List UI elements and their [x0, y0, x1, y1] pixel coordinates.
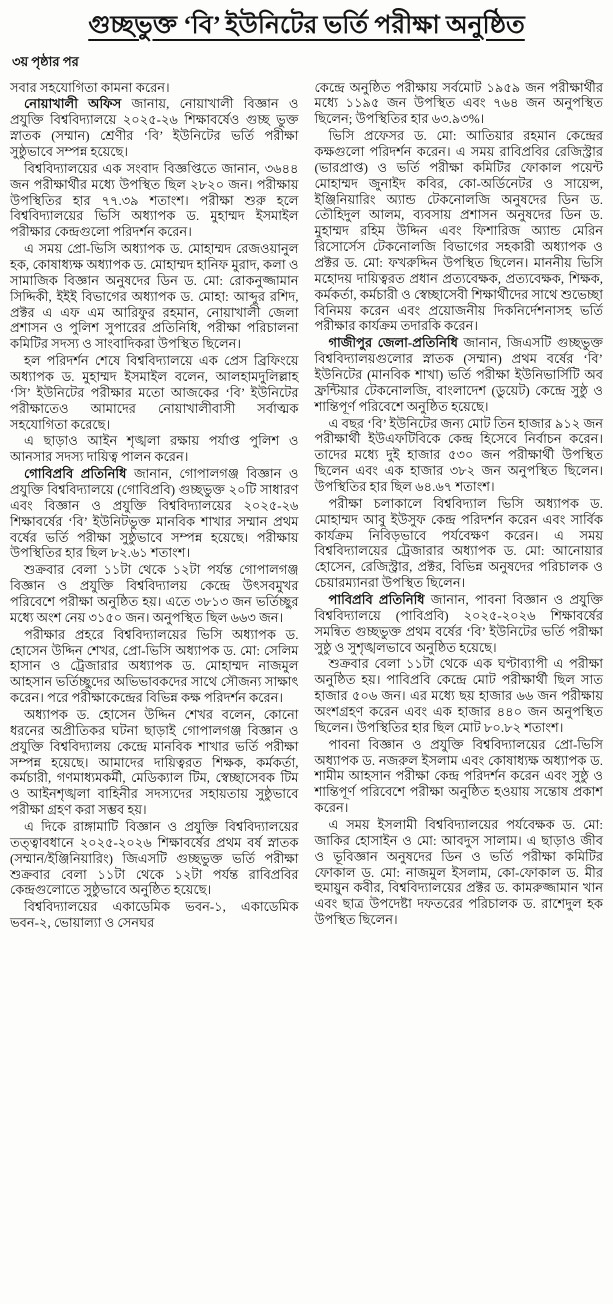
- paragraph: [315, 335, 604, 414]
- paragraph: [10, 80, 299, 96]
- paragraph-text: সবার সহযোগিতা কামনা করেন।: [10, 79, 170, 95]
- paragraph-text: এ দিকে রাঙ্গামাটি বিজ্ঞান ও প্রযুক্তি বিশ্ববিদ্যালয়ের তত্ত্বাবধানে ২০২৫-২০২৬ শিক্ষাবর্ষের প্রথম বর্ষ স্নাতক (সম্মান/ইঞ্জিনিয়ারিং) জিএসটি গুচ্ছভুক্ত ভর্তি পরীক্ষা শুক্রবার বেলা ১১টা থেকে ১২টা পর্যন্ত রাবিপ্রবির কেন্দ্রগুলোতে সুষ্ঠুভাবে অনুষ্ঠিত হয়েছে।: [10, 819, 299, 898]
- paragraph-text: হল পরিদর্শন শেষে বিশ্ববিদ্যালয়ে এক প্রেস ব্রিফিংয়ে অধ্যাপক ড. মুহাম্মদ ইসমাইল বলেন, আলহামদুলিল্লাহ ‘সি’ ইউনিটের পরীক্ষার মতো আজকের ‘বি’ ইউনিটের পরীক্ষাতেও আমাদের নোয়াখালীবাসী সর্বাত্মক সহযোগিতা করেছে।: [10, 353, 299, 432]
- paragraph-text: পরীক্ষার প্রহরে বিশ্ববিদ্যালয়ের ভিসি অধ্যাপক ড. হোসেন উদ্দিন শেখর, প্রো-ভিসি অধ্যাপক ড. মো: সেলিম হাসান ও ট্রেজারার অধ্যাপক ড. মোহাম্মদ নাজমুল আহসান ভর্তিচ্ছুদের অভিভাবকদের সাথে সৌজন্য সাক্ষাৎ করেন। পরে পরীক্ষাকেন্দ্রের বিভিন্ন কক্ষ পরিদর্শন করেন।: [10, 626, 299, 706]
- paragraph: [315, 592, 604, 655]
- paragraph: [10, 707, 299, 818]
- continuation-note: ৩য় পৃষ্ঠার পর: [12, 53, 79, 69]
- paragraph-text: জানায়, নোয়াখালী বিজ্ঞান ও প্রযুক্তি বিশ্ববিদ্যালয়ে ২০২৫-২৬ শিক্ষাবর্ষেও গুচ্ছ ভুক্ত স্নাতক (সম্মান) শ্রেণীর ‘বি’ ইউনিটের ভর্তি পরীক্ষা সুষ্ঠুভাবে সম্পন্ন হয়েছে।: [10, 96, 299, 159]
- dateline: গোবিপ্রবি প্রতিনিধি: [24, 466, 127, 482]
- article-title: গুচ্ছভুক্ত ‘বি’ ইউনিটের ভর্তি পরীক্ষা অনুষ্ঠিত: [88, 12, 525, 39]
- paragraph: [10, 899, 299, 931]
- paragraph-text: পাবনা বিজ্ঞান ও প্রযুক্তি বিশ্ববিদ্যালয়ের প্রো-ভিসি অধ্যাপক ড. নজরুল ইসলাম এবং কোষাধ্যক্ষ অধ্যাপক ড. শামীম আহসান পরীক্ষা কেন্দ্র পরিদর্শন করেন এবং সুষ্ঠু ও শান্তিপূর্ণ পরিবেশে পরীক্ষা অনুষ্ঠিত হওয়ায় সন্তোষ প্রকাশ করেন।: [314, 736, 603, 816]
- paragraph-text: জানান, গোপালগঞ্জ বিজ্ঞান ও প্রযুক্তি বিশ্ববিদ্যালয়ে (গোবিপ্রবি) গুচ্ছভুক্ত ২০টি সাধারণ এবং বিজ্ঞান ও প্রযুক্তি বিশ্ববিদ্যালয়ের ২০২৫-২৬ শিক্ষাবর্ষের ‘বি’ ইউনিটভুক্ত মানবিক শাখার সম্মান প্রথম বর্ষের ভর্তি পরীক্ষা সুষ্ঠুভাবে সম্পন্ন হয়েছে। পরীক্ষায় উপস্থিতির হার ছিল ৮২.৬১ শতাংশ।: [10, 466, 299, 561]
- paragraph-text: ভিসি প্রফেসর ড. মো: আতিয়ার রহমান কেন্দ্রের কক্ষগুলো পরিদর্শন করেন। এ সময় রাবিপ্রবির রেজিস্ট্রার (ভারপ্রাপ্ত) ও ভর্তি পরীক্ষা কমিটির ফোকাল পয়েন্ট মোহাম্মদ জুনাইদ কবির, কো-অর্ডিনেটর ও সায়েন্স, ইঞ্জিনিয়ারিং অ্যান্ড টেকনোলজি অনুষদের ডিন ড. তৌহিদুল আলম, ব্যবসায় প্রশাসন অনুষদের ডিন ড. মুহাম্মদ রহিম উদ্দিন এবং ফিশারিজ অ্যান্ড মেরিন রিসোর্সেস টেকনোলজি বিভাগের সহকারী অধ্যাপক ও প্রক্টর ড. মো: ফখরুদ্দিন উপস্থিত ছিলেন। মাননীয় ভিসি মহোদয় দায়িত্বরত প্রধান প্রত্যবেক্ষক, প্রত্যবেক্ষক, শিক্ষক, কর্মকর্তা, কর্মচারী ও স্বেচ্ছাসেবী শিক্ষার্থীদের সাথে শুভেচ্ছা বিনিময় করেন এবং প্রয়োজনীয় দিকনির্দেশনাসহ ভর্তি পরীক্ষার কার্যক্রম তদারকি করেন।: [314, 128, 603, 334]
- paragraph-text: শুক্রবার বেলা ১১টা থেকে ১২টা পর্যন্ত গোপালগঞ্জ বিজ্ঞান ও প্রযুক্তি বিশ্ববিদ্যালয় কেন্দ্রে উৎসবমুখর পরিবেশে পরীক্ষা অনুষ্ঠিত হয়। এতে ৩৮১৩ জন ভর্তিচ্ছুর মধ্যে অংশ নেয় ৩১৫০ জন। অনুপস্থিত ছিল ৬৬৩ জন।: [10, 562, 299, 625]
- paragraph-text: শুক্রবার বেলা ১১টা থেকে এক ঘণ্টাব্যাপী এ পরীক্ষা অনুষ্ঠিত হয়। পাবিপ্রবি কেন্দ্রে মোট পরীক্ষার্থী ছিল সাত হাজার ৫০৬ জন। এর মধ্যে ছয় হাজার ৬৬ জন পরীক্ষায় অংশগ্রহণ করেন এবং এক হাজার ৪৪০ জন অনুপস্থিত ছিলেন। উপস্থিতির হার ছিল মোট ৮০.৮২ শতাংশ।: [314, 656, 603, 735]
- paragraph: [315, 656, 604, 735]
- paragraph-text: এ ছাড়াও আইন শৃঙ্খলা রক্ষায় পর্যাপ্ত পুলিশ ও আনসার সদস্য দায়িত্ব পালন করেন।: [10, 433, 299, 465]
- dateline: নোয়াখালী অফিস: [24, 96, 122, 112]
- paragraph-text: পরীক্ষা চলাকালে বিশ্ববিদ্যাল ভিসি অধ্যাপক ড. মোহাম্মদ আবু ইউসুফ কেন্দ্র পরিদর্শন করেন এবং সার্বিক কার্যক্রম নিবিড়ভাবে পর্যবেক্ষণ করেন। এ সময় বিশ্ববিদ্যালয়ের ট্রেজারার অধ্যাপক ড. মো: আনোয়ার হোসেন, রেজিস্ট্রার, প্রক্টর, বিভিন্ন অনুষদের পরিচালক ও চেয়ারম্যানরা উপস্থিত ছিলেন।: [314, 495, 603, 591]
- dateline: গাজীপুর জেলা-প্রতিনিধি: [328, 335, 458, 351]
- dateline: পাবিপ্রবি প্রতিনিধি: [328, 592, 425, 607]
- paragraph: [10, 466, 299, 561]
- paragraph: [10, 433, 299, 465]
- paragraph: [315, 80, 604, 128]
- paragraph: [10, 819, 299, 898]
- paragraph: [10, 241, 299, 352]
- paragraph: [10, 627, 299, 706]
- paragraph-text: এ বছর ‘বি’ ইউনিটের জন্য মোট তিন হাজার ৯১২ জন পরীক্ষার্থী ইউএফটিবিকে কেন্দ্র হিসেবে নির্বাচন করেন। তাদের মধ্যে দুই হাজার ৫৩০ জন পরীক্ষার্থী উপস্থিত ছিলেন এবং এক হাজার ৩৮২ জন অনুপস্থিত ছিলেন। উপস্থিতির হার ছিল ৬৪.৬৭ শতাংশ।: [314, 415, 603, 494]
- paragraph-text: কেন্দ্রে অনুষ্ঠিত পরীক্ষায় সর্বমোট ১৯৫৯ জন পরীক্ষার্থীর মধ্যে ১১৯৫ জন উপস্থিত এবং ৭৬৪ জন অনুপস্থিত ছিলেন; উপস্থিতির হার ৬৩.৯৩%।: [314, 79, 603, 127]
- paragraph-text: জানান, পাবনা বিজ্ঞান ও প্রযুক্তি বিশ্ববিদ্যালয়ে (পাবিপ্রবি) ২০২৫-২০২৬ শিক্ষাবর্ষের সমন্বিত গুচ্ছভুক্ত প্রথম বর্ষের ‘বি’ ইউনিটের ভর্তি পরীক্ষা সুষ্ঠু ও সুশৃঙ্খলভাবে অনুষ্ঠিত হয়েছে।: [314, 592, 603, 655]
- article-body: [10, 80, 603, 933]
- paragraph: [315, 737, 604, 816]
- paragraph: [315, 496, 604, 591]
- paragraph: [315, 128, 604, 334]
- paragraph: [315, 416, 604, 495]
- newspaper-column-right: [315, 80, 604, 933]
- paragraph: [315, 817, 604, 928]
- paragraph-text: বিশ্ববিদ্যালয়ের একাডেমিক ভবন-১, একাডেমিক ভবন-২, ভোয়াল্যা ও সেনঘর: [10, 899, 299, 931]
- paragraph: [10, 161, 299, 240]
- paragraph-text: এ সময় ইসলামী বিশ্ববিদ্যালয়ের পর্যবেক্ষক ড. মো: জাকির হোসাইন ও মো: আবদুস সালাম। এ ছাড়াও জীব ও ভূবিজ্ঞান অনুষদের ডিন ও ভর্তি পরীক্ষা কমিটির ফোকাল ড. মো: নাজমুল ইসলাম, কো-ফোকাল ড. মীর হুমায়ুন কবীর, বিশ্ববিদ্যালয়ের প্রক্টর ড. কামরুজ্জামান খান এবং ছাত্র উপদেষ্টা দফতরের পরিচালক ড. রাশেদুল হক উপস্থিত ছিলেন।: [314, 817, 603, 928]
- paragraph-text: অধ্যাপক ড. হোসেন উদ্দিন শেখর বলেন, কোনো ধরনের অপ্রীতিকর ঘটনা ছাড়াই গোপালগঞ্জ বিজ্ঞান ও প্রযুক্তি বিশ্ববিদ্যালয় কেন্দ্রে মানবিক শাখার ভর্তি পরীক্ষা সম্পন্ন হয়েছে। আমাদের দায়িত্বরত শিক্ষক, কর্মকর্তা, কর্মচারী, গণমাধ্যমকর্মী, মেডিক্যাল টিম, স্বেচ্ছাসেবক টিম ও আইনশৃঙ্খলা বাহিনীর সদস্যদের সহায়তায় সুষ্ঠুভাবে পরীক্ষা গ্রহণ করা সম্ভব হয়।: [10, 707, 299, 818]
- paragraph: [10, 353, 299, 432]
- paragraph-text: জানান, জিএসটি গুচ্ছভুক্ত বিশ্ববিদ্যালয়গুলোর স্নাতক (সম্মান) প্রথম বর্ষের ‘বি’ ইউনিটের (মানবিক শাখা) ভর্তি পরীক্ষা ইউনিভার্সিটি অব ফ্রন্টিয়ার টেকনোলজি, বাংলাদেশ (ডুয়েট) কেন্দ্রে সুষ্ঠু ও শান্তিপূর্ণ পরিবেশে অনুষ্ঠিত হয়েছে।: [314, 335, 603, 414]
- newspaper-column-left: [10, 80, 299, 933]
- paragraph-text: এ সময় প্রো-ভিসি অধ্যাপক ড. মোহাম্মদ রেজওয়ানুল হক, কোষাধ্যক্ষ অধ্যাপক ড. মোহাম্মদ হানিফ মুরাদ, কলা ও সামাজিক বিজ্ঞান অনুষদের ডিন ড. মো: রোকনুজ্জামান সিদ্দিকী, ইইই বিভাগের অধ্যাপক ড. মোহা: আব্দুর রশিদ, প্রক্টর এ এফ এম আরিফুর রহমান, নোয়াখালী জেলা প্রশাসন ও পুলিশ সুপারের প্রতিনিধি, পরীক্ষা পরিচালনা কমিটির সদস্য ও সাংবাদিকরা উপস্থিত ছিলেন।: [10, 241, 299, 352]
- paragraph: [10, 562, 299, 625]
- paragraph: [10, 96, 299, 159]
- paragraph-text: বিশ্ববিদ্যালয়ের এক সংবাদ বিজ্ঞপ্তিতে জানান, ৩৬৪৪ জন পরীক্ষার্থীর মধ্যে উপস্থিত ছিল ২৮২০ জন। পরীক্ষায় উপস্থিতির হার ৭৭.৩৯ শতাংশ। পরীক্ষা শুরু হলে বিশ্ববিদ্যালয়ের ভিসি অধ্যাপক ড. মুহাম্মদ ইসমাইল পরীক্ষার কেন্দ্রগুলো পরিদর্শন করেন।: [10, 160, 299, 240]
